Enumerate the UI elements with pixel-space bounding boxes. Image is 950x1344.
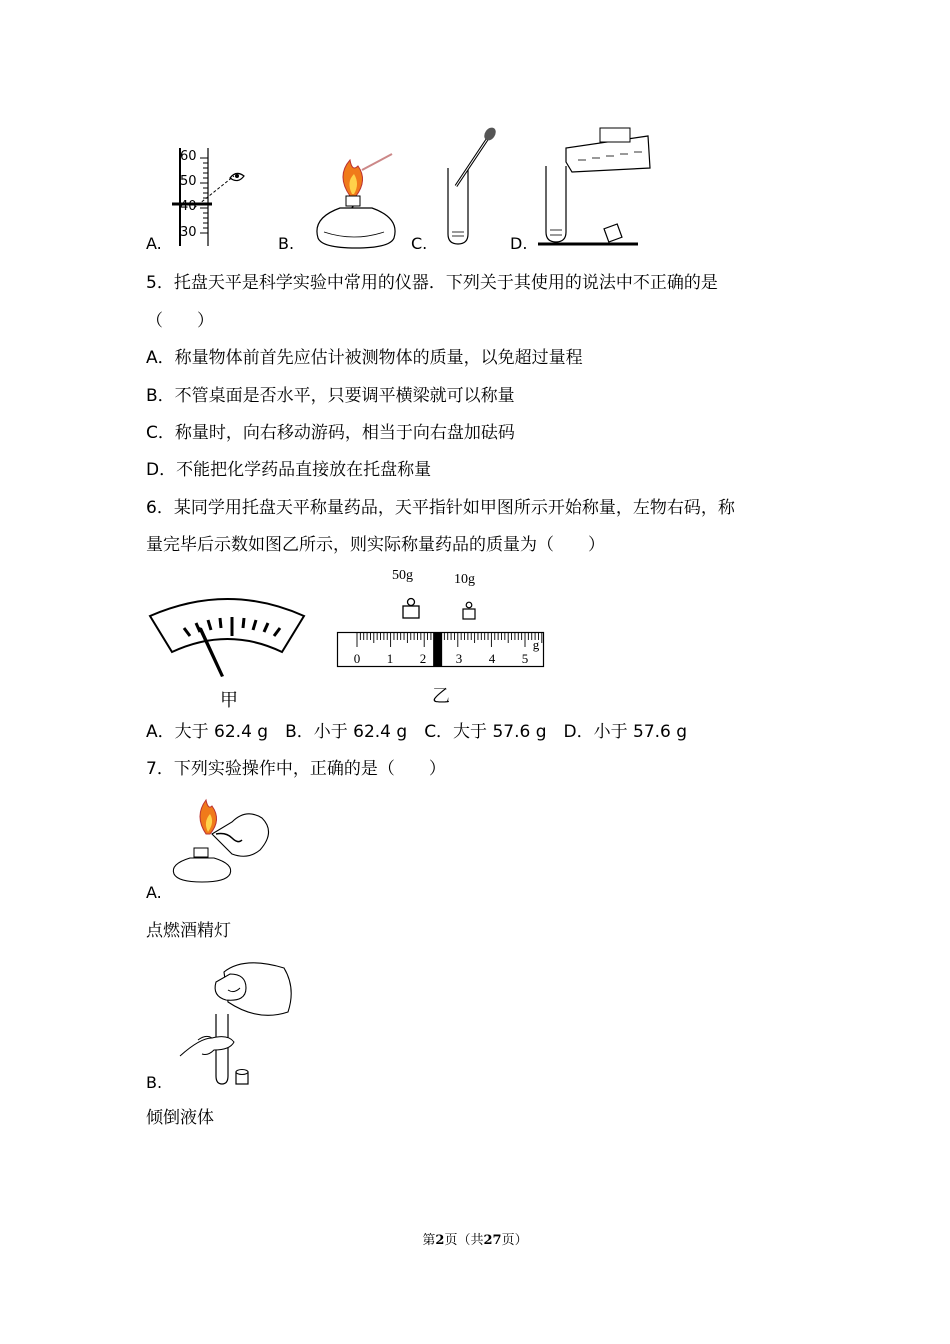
- q7-option-b-caption: 倾倒液体: [146, 1108, 214, 1128]
- lamp-lighting-lamp-figure: [172, 794, 272, 884]
- weight-10g-icon: [461, 602, 477, 620]
- q4-option-b-label: B.: [278, 234, 295, 253]
- pouring-liquid-figure: [538, 122, 648, 250]
- ruler-label-0: 0: [353, 651, 361, 666]
- balance-pointer-dial: [148, 590, 308, 680]
- alcohol-lamp-figure: [310, 146, 400, 250]
- cylinder-tick-50: 50: [180, 174, 197, 189]
- ruler-rider: [433, 632, 442, 667]
- q7-option-b-label: B.: [146, 1073, 163, 1092]
- cylinder-tick-60: 60: [180, 149, 197, 164]
- ruler-label-1: 1: [386, 651, 394, 666]
- ruler-label-5: 5: [521, 651, 529, 666]
- page-footer: [0, 1229, 950, 1248]
- q5-option-c: C．称量时，向右移动游码，相当于向右盘加砝码: [146, 423, 515, 443]
- weight-50g-icon: [401, 598, 421, 620]
- q6-stem-line1: 6．某同学用托盘天平称量药品，天平指针如甲图所示开始称量，左物右码，称: [146, 498, 735, 518]
- footer-suffix: 页）: [501, 1233, 528, 1248]
- footer-mid: 页（共: [444, 1233, 484, 1248]
- q6-stem-line2: 量完毕后示数如图乙所示，则实际称量药品的质量为（ ）: [146, 535, 605, 555]
- dropper-test-tube-figure: [440, 124, 500, 248]
- q7-stem: 7．下列实验操作中，正确的是（ ）: [146, 759, 446, 779]
- ruler-label-4: 4: [488, 651, 496, 666]
- q4-option-c-label: C.: [411, 234, 428, 253]
- hand-pouring-figure: [176, 952, 296, 1092]
- footer-prefix: 第: [422, 1233, 436, 1248]
- label-jia: 甲: [220, 690, 238, 711]
- label-yi: 乙: [432, 686, 450, 707]
- weight-50g-label: 50g: [392, 568, 413, 583]
- q5-option-b: B．不管桌面是否水平，只要调平横梁就可以称量: [146, 386, 515, 406]
- cylinder-tick-30: 30: [180, 225, 197, 240]
- q4-option-d-label: D.: [510, 234, 528, 253]
- weight-10g-label: 10g: [454, 572, 475, 587]
- q5-stem: 5．托盘天平是科学实验中常用的仪器．下列关于其使用的说法中不正确的是: [146, 273, 718, 293]
- q5-option-d: D．不能把化学药品直接放在托盘称量: [146, 460, 432, 480]
- q5-answer-blank: （ ）: [146, 311, 214, 331]
- balance-rider-ruler: [337, 632, 547, 668]
- q4-option-a-label: A.: [146, 234, 162, 253]
- footer-page-total: 27: [483, 1233, 502, 1248]
- q7-option-a-caption: 点燃酒精灯: [146, 921, 231, 941]
- ruler-unit: g: [532, 637, 540, 652]
- q7-option-a-label: A.: [146, 883, 162, 902]
- ruler-label-2: 2: [419, 651, 427, 666]
- q6-options: A．大于 62.4 g B．小于 62.4 g C．大于 57.6 g D．小于 57.6 g: [146, 722, 688, 742]
- footer-page-number: 2: [435, 1233, 445, 1248]
- cylinder-tick-40: 40: [180, 199, 197, 214]
- q5-option-a: A．称量物体前首先应估计被测物体的质量，以免超过量程: [146, 348, 583, 368]
- ruler-label-3: 3: [455, 651, 463, 666]
